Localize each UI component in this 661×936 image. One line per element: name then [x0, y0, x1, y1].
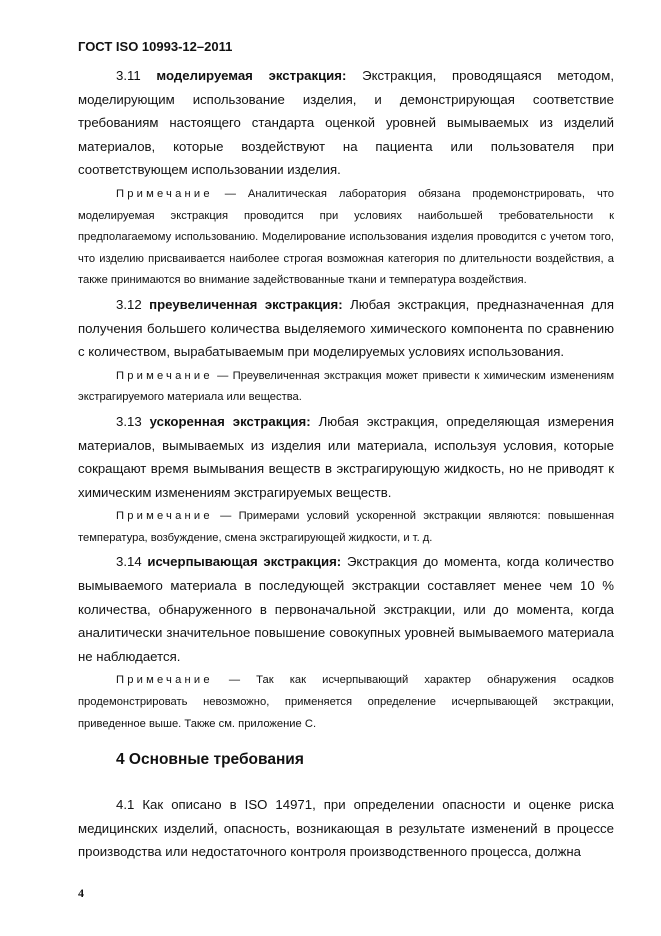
term-number: 3.12 [116, 296, 142, 312]
page-number: 4 [78, 886, 84, 900]
term-definition: Экстракция до момента, когда количество вымываемого материала в последующей экстракции составляет менее чем 10 % количества, обнаруженного в первоначальной экстракции, или до момента, когда аналитически значительное повышение совокупных уровней вымываемого материала не наблюдается. [78, 554, 614, 664]
term-3-14 [78, 550, 614, 668]
note-text: — Преувеличенная экстракция может привести к химическим изменениям экстрагируемого материала или вещества. [78, 369, 615, 404]
note-3-11 [78, 184, 614, 292]
term-3-11 [78, 64, 614, 182]
term-number: 3.11 [116, 68, 141, 83]
document-header: ГОСТ ISO 10993-12–2011 [78, 39, 233, 54]
term-name: ускоренная экстракция: [149, 413, 311, 429]
term-definition: Любая экстракция, предназначенная для получения большего количества выделяемого химического компонента по сравнению с количеством, вырабатываемым при моделируемых условиях использования. [78, 296, 614, 360]
note-3-13 [78, 506, 614, 549]
note-label: Примечание [116, 369, 213, 382]
note-label: Примечание [116, 187, 213, 200]
note-text: — Так как исчерпывающий характер обнаружения осадков продемонстрировать невозможно, применяется определение исчерпывающей экстракции, приведенное выше. Также см. приложение С. [78, 674, 614, 730]
note-text: — Аналитическая лаборатория обязана продемонстрировать, что моделируемая экстракция проводится при условиях наибольшей требовательности к предполагаемому использованию. Моделирование использования изделия проводится с учетом того, что изделию присваивается наиболее строгая возможная категория по длительности воздействия, а также принимаются во внимание задействованные ткани и температура воздействия. [78, 187, 614, 287]
note-text: — Примерами условий ускоренной экстракции являются: повышенная температура, возбуждение, смена экстрагирующей жидкости, и т. д. [78, 510, 615, 544]
section-heading: 4 Основные требования [116, 751, 304, 769]
term-name: исчерпывающая экстракция: [147, 554, 342, 570]
note-3-12 [78, 366, 614, 409]
section-paragraph: 4.1 Как описано в ISO 14971, при определении опасности и оценке риска медицинских изделий, опасность, возникающая в результате изменений в процессе производства или недостаточного контроля производственного процесса, должна [78, 797, 614, 860]
term-3-12 [78, 293, 614, 364]
note-label: Примечание [116, 510, 213, 523]
term-number: 3.14 [116, 554, 142, 570]
page-content [78, 64, 614, 864]
note-label: Примечание [116, 674, 213, 687]
term-name: моделируемая экстракция: [156, 68, 347, 83]
term-3-13 [78, 410, 614, 504]
term-name: преувеличенная экстракция: [149, 296, 343, 312]
term-definition: Экстракция, проводящаяся методом, моделирующим использование изделия, и демонстрирующая соответствие требованиям настоящего стандарта оценкой уровней вымываемых из изделий материалов, которые воздействуют на пациента или пользователя при соответствующем использовании изделия. [78, 68, 614, 178]
term-definition: Любая экстракция, определяющая измерения материалов, вымываемых из изделия или материала, используя условия, которые сокращают время вымывания веществ в экстрагирующую жидкость, но не приводят к химическим изменениям экстрагируемых веществ. [78, 413, 614, 500]
note-3-14 [78, 670, 614, 735]
term-number: 3.13 [116, 413, 142, 429]
